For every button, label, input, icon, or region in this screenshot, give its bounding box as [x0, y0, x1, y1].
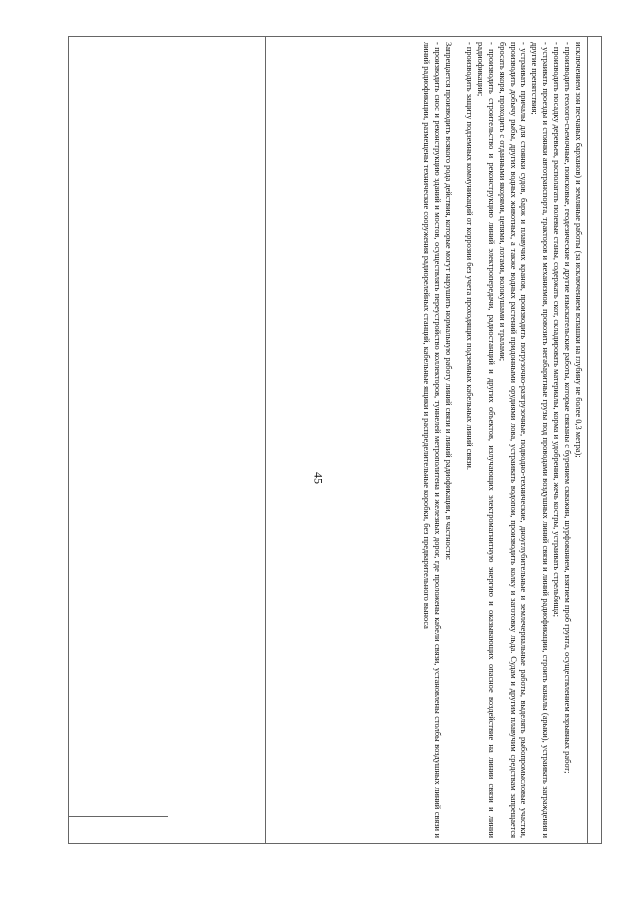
- text-paragraph: Запрещается производить всякого рода действия, которые могут нарушить нормальную работу линий связи и линий радиофикации, в частности:: [444, 42, 454, 561]
- text-paragraph: - устраивать причалы для стоянки судов, барж и плавучих кранов, производить погрузочно-разгрузочные, подводно-технические, дноуглубительные и землечерпальные работы, выделять рыбопромысловые участки, производить добычу рыбы, других водных животных, а также водных растений придонными орудиями лова, устраивать водопои, производить колку и заготовку льда. Судам и другим плавучим средствам запрещается бросать якоря, проходить с отданными якорями, цепями, лотами, волокушами и тралами;: [497, 42, 529, 838]
- text-paragraph: - устраивать проезды и стоянки автотранспорта, тракторов и механизмов, провозить негабаритные грузы под проводами воздушных линий связи и линий радиофикации, строить каналы (арыки), устраивать заграждения и другие препятствия;: [530, 42, 551, 838]
- text-paragraph: - производить геолого-съемочные, поисковые, геодезические и другие изыскательские работы, которые связаны с бурением скважин, шурфованием, взятием проб грунта, осуществлением взрывных работ;: [563, 42, 573, 774]
- row-divider: [68, 816, 168, 817]
- text-paragraph: - производить строительство и реконструкцию линий электропередачи, радиостанций и других объектов, излучающих электромагнитную энергию и оказывающих опасное воздействие на линии связи и линии радиофикации;: [475, 42, 496, 838]
- document-text-block: [265, 36, 587, 844]
- paragraph-gap: [453, 42, 463, 838]
- text-paragraph: - производить защиту подземных коммуникаций от коррозии без учета проходящих подземных кабельных линий связи.: [464, 42, 474, 470]
- text-paragraph: исключением зон песчаных барханов) и земляные работы (за исключением вспашки на глубину не более 0,3 метра);: [574, 42, 583, 458]
- column-divider: [587, 36, 588, 844]
- text-paragraph: - производить посадку деревьев, располагать полевые станы, содержать скот, складировать материалы, корма и удобрения, жечь костры, устраивать стрельбища;: [552, 42, 562, 617]
- page-number: 45: [311, 472, 326, 484]
- text-paragraph: - производить снос и реконструкцию зданий и мостов, осуществлять переустройство коллекторов, туннелей метрополитена и железных дорог, где проложены кабели связи, установлены столбы воздушных линий связи и линий радиофикации, размещены технические сооружения радиорелейных станций, кабельные ящики и распределительные коробки, без предварительного выноса: [422, 42, 443, 838]
